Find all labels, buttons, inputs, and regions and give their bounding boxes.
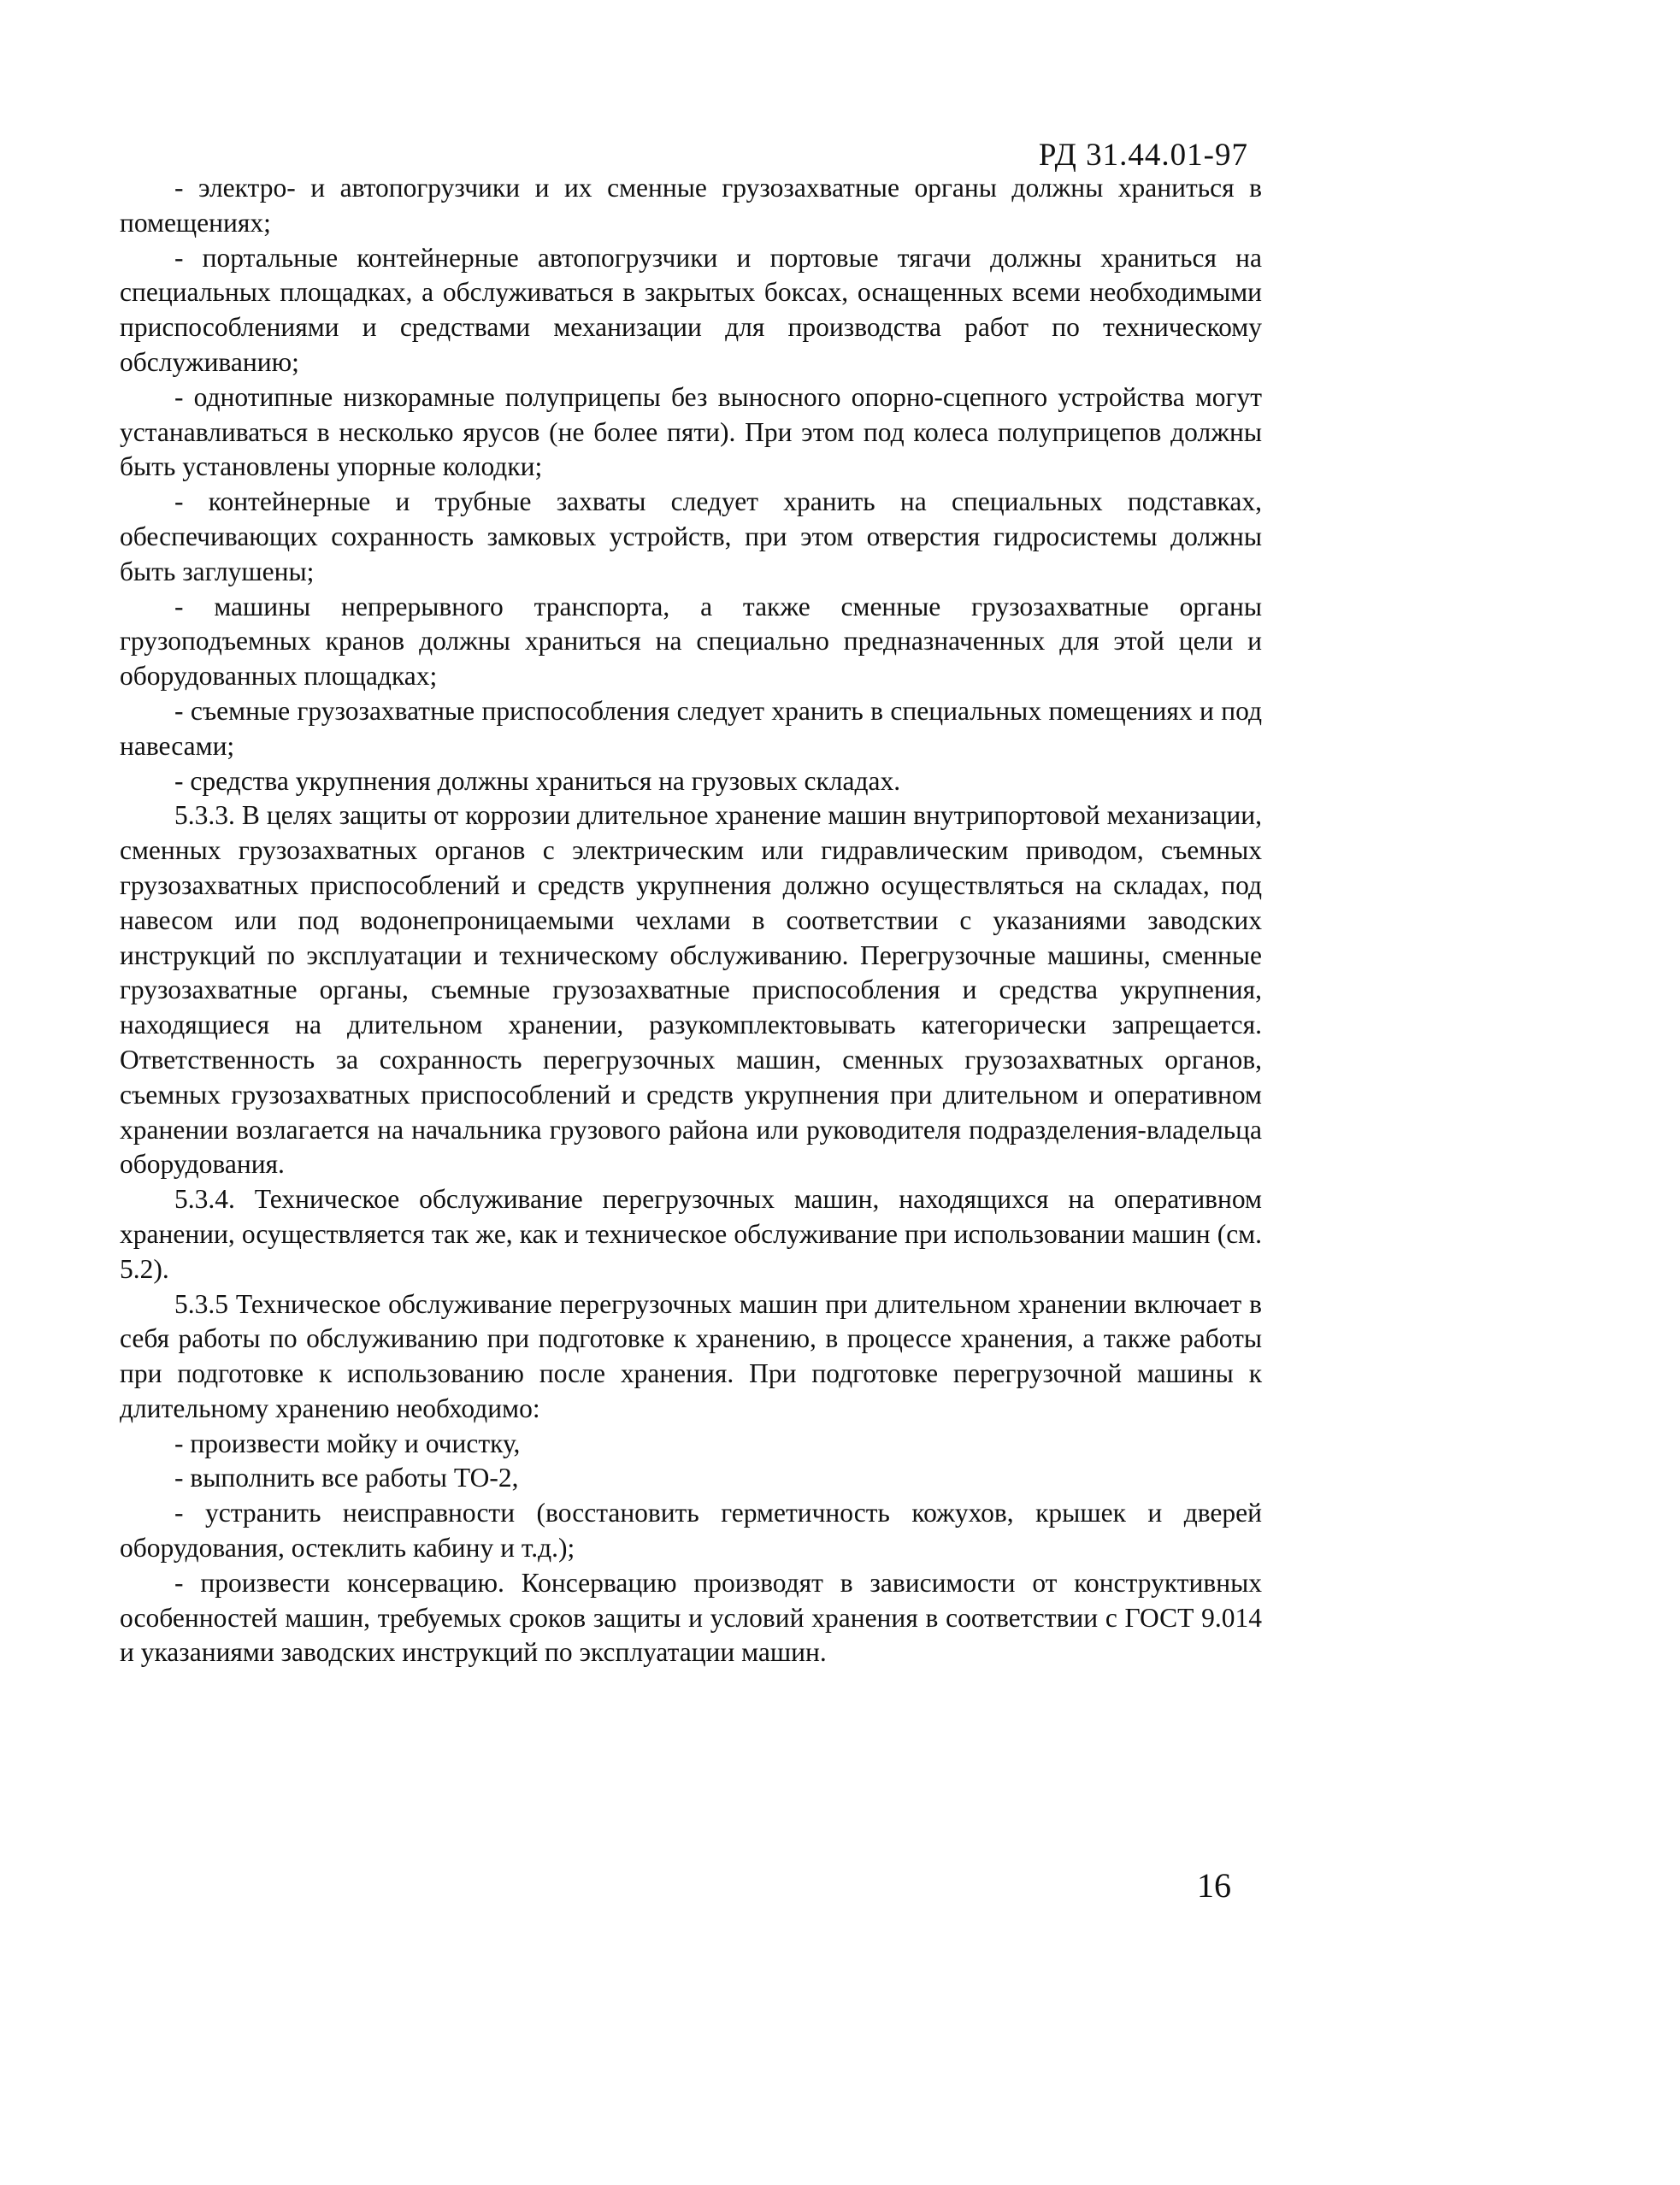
paragraph-2: - портальные контейнерные автопогрузчики и портовые тягачи должны храниться на специальных площадках, а обслуживаться в закрытых боксах, оснащенных всеми необходимыми приспособлениями и средствами механизации для производства работ по техническому обслуживанию;	[120, 242, 1262, 377]
paragraph-7: - средства укрупнения должны храниться на грузовых складах.	[174, 765, 901, 796]
paragraph-5-3-4: 5.3.4. Техническое обслуживание перегрузочных машин, находящихся на оперативном хранении, осуществляется так же, как и техническое обслуживание при использовании машин (см. 5.2).	[120, 1184, 1262, 1284]
paragraph-list-1: - произвести мойку и очистку,	[174, 1428, 521, 1458]
paragraph-5-3-5: 5.3.5 Техническое обслуживание перегрузочных машин при длительном хранении включает в себя работы по обслуживанию при подготовке к хранению, в процессе хранения, а также работы при подготовке к использованию после хранения. При подготовке перегрузочной машины к длительному хранению необходимо:	[120, 1288, 1262, 1423]
document-code: РД 31.44.01-97	[1038, 138, 1248, 173]
paragraph-list-2: - выполнить все работы ТО-2,	[174, 1463, 519, 1493]
paragraph-6: - съемные грузозахватные приспособления следует хранить в специальных помещениях и под навесами;	[120, 695, 1262, 761]
body-text	[120, 171, 1262, 1670]
paragraph-3: - однотипные низкорамные полуприцепы без выносного опорно-сцепного устройства могут устанавливаться в несколько ярусов (не более пяти). При этом под колеса полуприцепов должны быть установлены упорные колодки;	[120, 381, 1262, 482]
paragraph-list-3: - устранить неисправности (восстановить герметичность кожухов, крышек и дверей оборудования, остеклить кабину и т.д.);	[120, 1498, 1262, 1564]
paragraph-5-3-3: 5.3.3. В целях защиты от коррозии длительное хранение машин внутрипортовой механизации, сменных грузозахватных органов с электрическим или гидравлическим приводом, съемных грузозахватных приспособлений и средств укрупнения должно осуществляться на складах, под навесом или под водонепроницаемыми чехлами в соответствии с указаниями заводских инструкций по эксплуатации и техническому обслуживанию. Перегрузочные машины, сменные грузозахватные органы, съемные грузозахватные приспособления и средства укрупнения, находящиеся на длительном хранении, разукомплектовывать категорически запрещается. Ответственность за сохранность перегрузочных машин, сменных грузозахватных органов, съемных грузозахватных приспособлений и средств укрупнения при длительном и оперативном хранении возлагается на начальника грузового района или руководителя подразделения-владельца оборудования.	[120, 800, 1262, 1180]
paragraph-4: - контейнерные и трубные захваты следует хранить на специальных подставках, обеспечивающих сохранность замковых устройств, при этом отверстия гидросистемы должны быть заглушены;	[120, 486, 1262, 586]
paragraph-5: - машины непрерывного транспорта, а также сменные грузозахватные органы грузоподъемных кранов должны храниться на специально предназначенных для этой цели и оборудованных площадках;	[120, 591, 1262, 692]
page-number: 16	[1197, 1866, 1231, 1905]
paragraph-list-4: - произвести консервацию. Консервацию производят в зависимости от конструктивных особенностей машин, требуемых сроков защиты и условий хранения в соответствии с ГОСТ 9.014 и указаниями заводских инструкций по эксплуатации машин.	[120, 1567, 1262, 1668]
paragraph-1: - электро- и автопогрузчики и их сменные грузозахватные органы должны храниться в помещениях;	[120, 173, 1262, 238]
